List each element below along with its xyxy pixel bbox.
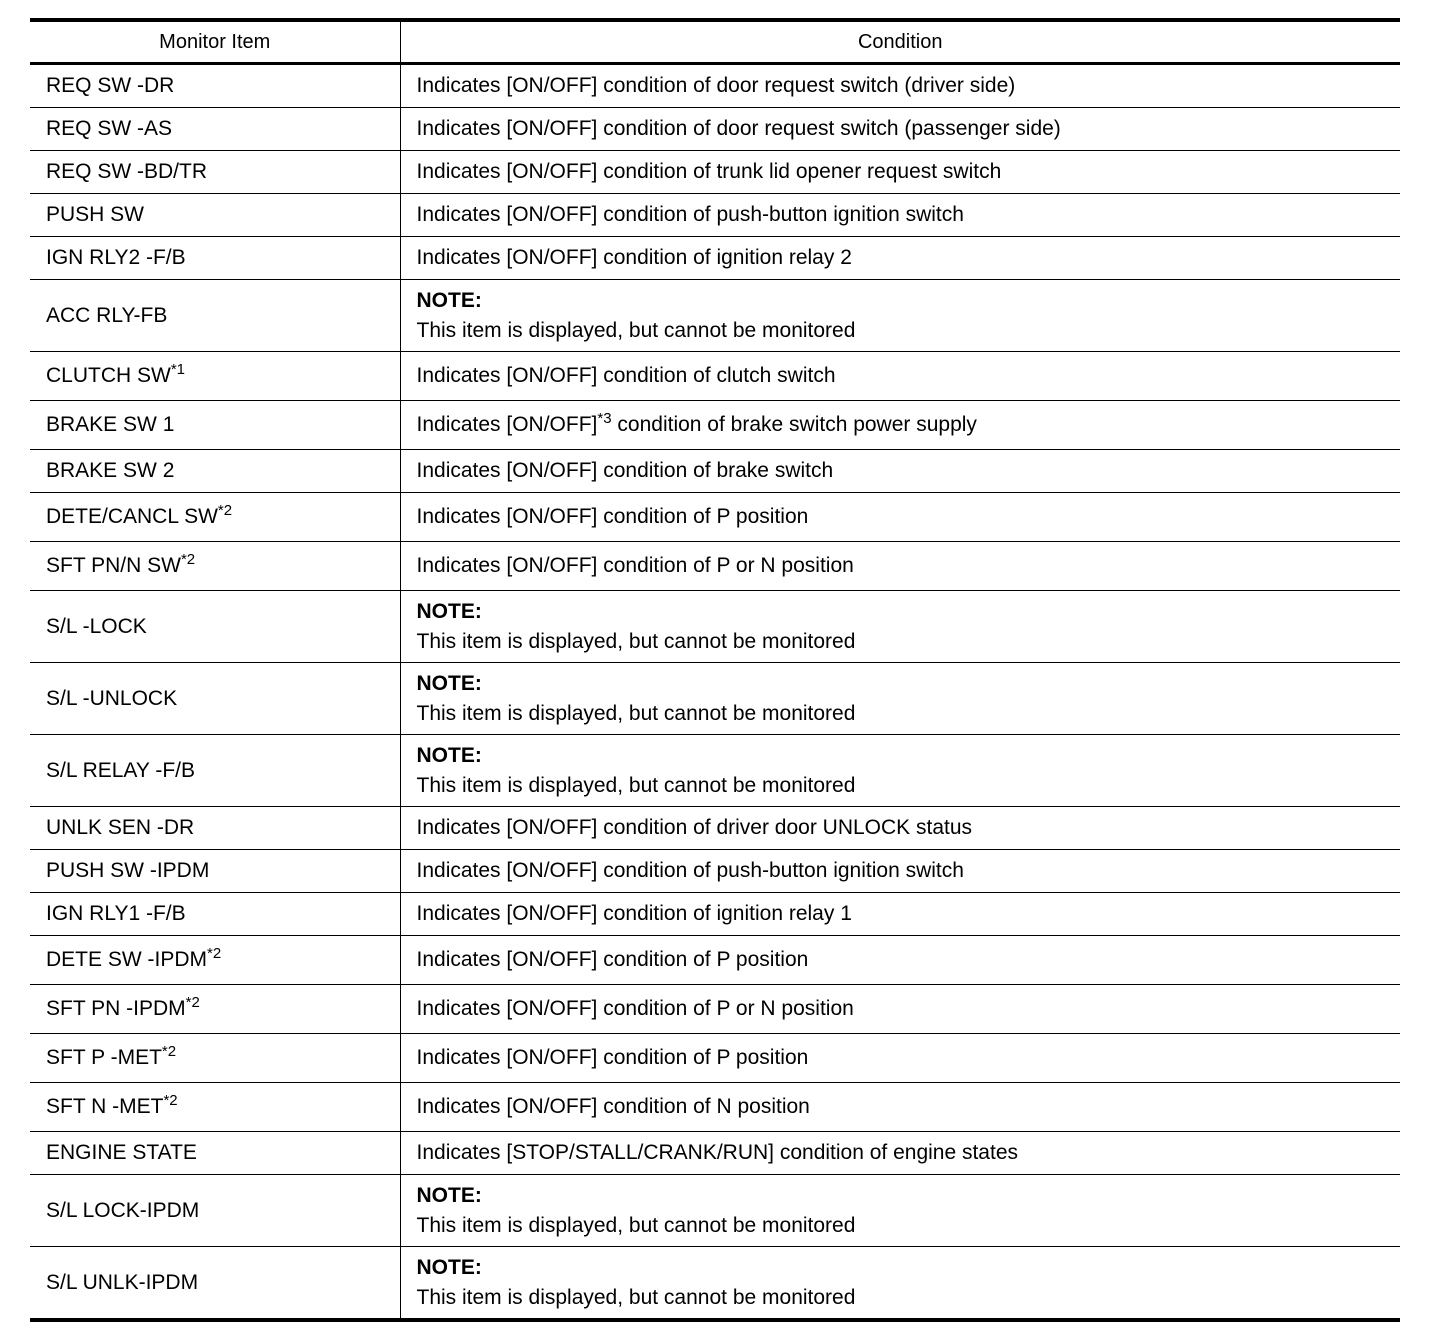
condition-cell: [400, 893, 1400, 936]
monitor-item-label: DETE/CANCL SW: [46, 505, 218, 528]
condition-cell: [400, 151, 1400, 194]
condition-text: Indicates [ON/OFF] condition of P position: [416, 1046, 809, 1069]
footnote-marker: *3: [597, 410, 612, 427]
condition-cell: [400, 493, 1400, 542]
monitor-item-cell: [30, 663, 400, 735]
condition-cell: [400, 1175, 1400, 1247]
monitor-item-label: SFT PN/N SW: [46, 554, 181, 577]
condition-text: Indicates [ON/OFF] condition of driver door UNLOCK status: [416, 816, 973, 839]
footnote-marker: *1: [170, 361, 186, 378]
condition-cell: [400, 735, 1400, 807]
monitor-item-label: SFT N -MET: [46, 1095, 164, 1118]
condition-text: Indicates [ON/OFF] condition of push-button ignition switch: [416, 859, 964, 882]
note-text: This item is displayed, but cannot be monitored: [416, 629, 856, 653]
condition-text: Indicates [ON/OFF] condition of P position: [416, 948, 809, 971]
condition-cell: [400, 807, 1400, 850]
condition-text: Indicates [ON/OFF] condition of ignition relay 1: [416, 902, 852, 925]
table-row: [30, 663, 1400, 735]
monitor-item-cell: [30, 542, 400, 591]
monitor-item-cell: [30, 1034, 400, 1083]
table-row: [30, 735, 1400, 807]
note-text: This item is displayed, but cannot be monitored: [416, 1285, 856, 1309]
condition-cell: [400, 108, 1400, 151]
note-text: This item is displayed, but cannot be monitored: [416, 773, 856, 797]
table-row: [30, 893, 1400, 936]
condition-cell: [400, 401, 1400, 450]
table-row: [30, 850, 1400, 893]
condition-cell: [400, 936, 1400, 985]
condition-cell: [400, 237, 1400, 280]
condition-text: Indicates [ON/OFF] condition of P position: [416, 505, 809, 528]
note-label: NOTE:: [416, 1255, 482, 1279]
condition-text: Indicates [ON/OFF]: [416, 413, 598, 436]
monitor-item-label: S/L UNLK-IPDM: [46, 1270, 199, 1294]
monitor-item-label: S/L RELAY -F/B: [46, 758, 195, 782]
note-label: NOTE:: [416, 288, 482, 312]
monitor-item-cell: [30, 1247, 400, 1321]
monitor-item-label: REQ SW -AS: [46, 117, 173, 140]
table-row: [30, 64, 1400, 108]
condition-text: Indicates [STOP/STALL/CRANK/RUN] condition of engine states: [416, 1141, 1019, 1164]
condition-cell: [400, 194, 1400, 237]
table-row: [30, 591, 1400, 663]
condition-cell: [400, 1083, 1400, 1132]
monitor-item-label: SFT PN -IPDM: [46, 997, 186, 1020]
footnote-marker: *2: [185, 994, 200, 1011]
note-label: NOTE:: [416, 599, 482, 623]
monitor-item-cell: [30, 108, 400, 151]
condition-text: Indicates [ON/OFF] condition of trunk lid opener request switch: [416, 160, 1002, 183]
table-row: [30, 151, 1400, 194]
condition-cell: [400, 985, 1400, 1034]
monitor-item-cell: [30, 936, 400, 985]
table-header-row: [30, 20, 1400, 64]
table-row: [30, 237, 1400, 280]
monitor-item-cell: [30, 280, 400, 352]
table-row: [30, 1132, 1400, 1175]
table-row: [30, 450, 1400, 493]
table-row: [30, 985, 1400, 1034]
condition-cell: [400, 542, 1400, 591]
monitor-item-cell: [30, 1175, 400, 1247]
monitor-item-label: PUSH SW: [46, 203, 145, 226]
table-row: [30, 1175, 1400, 1247]
monitor-item-cell: [30, 735, 400, 807]
note-text: This item is displayed, but cannot be monitored: [416, 1213, 856, 1237]
monitor-item-table: [30, 18, 1400, 1322]
table-row: [30, 493, 1400, 542]
table-row: [30, 108, 1400, 151]
table-row: [30, 401, 1400, 450]
monitor-item-cell: [30, 64, 400, 108]
monitor-item-label: REQ SW -BD/TR: [46, 160, 207, 183]
footnote-marker: *2: [180, 551, 196, 568]
monitor-item-cell: [30, 352, 400, 401]
table-row: [30, 1034, 1400, 1083]
monitor-item-label: IGN RLY1 -F/B: [46, 902, 186, 925]
table-row: [30, 936, 1400, 985]
monitor-item-cell: [30, 194, 400, 237]
condition-cell: [400, 450, 1400, 493]
footnote-marker: *2: [217, 502, 233, 519]
condition-cell: [400, 1132, 1400, 1175]
monitor-item-label: IGN RLY2 -F/B: [46, 246, 186, 269]
table-row: [30, 352, 1400, 401]
footnote-marker: *2: [163, 1092, 178, 1109]
monitor-item-cell: [30, 807, 400, 850]
table-row: [30, 1247, 1400, 1321]
monitor-item-label: ACC RLY-FB: [46, 303, 168, 327]
monitor-item-label: UNLK SEN -DR: [46, 816, 195, 839]
footnote-marker: *2: [207, 945, 222, 962]
monitor-item-cell: [30, 591, 400, 663]
monitor-item-label: PUSH SW -IPDM: [46, 859, 210, 882]
note-label: NOTE:: [416, 671, 482, 695]
monitor-item-cell: [30, 151, 400, 194]
note-text: This item is displayed, but cannot be monitored: [416, 701, 856, 725]
monitor-item-cell: [30, 1083, 400, 1132]
monitor-item-cell: [30, 237, 400, 280]
note-label: NOTE:: [416, 1183, 482, 1207]
table-row: [30, 542, 1400, 591]
condition-text: Indicates [ON/OFF] condition of door request switch (passenger side): [416, 117, 1061, 140]
note-label: NOTE:: [416, 743, 482, 767]
table-row: [30, 807, 1400, 850]
condition-text: Indicates [ON/OFF] condition of ignition relay 2: [416, 246, 852, 269]
monitor-item-cell: [30, 401, 400, 450]
table-row: [30, 280, 1400, 352]
header-monitor-item: Monitor Item: [30, 20, 400, 64]
header-condition: Condition: [400, 20, 1400, 64]
condition-cell: [400, 1034, 1400, 1083]
note-text: This item is displayed, but cannot be monitored: [416, 318, 856, 342]
monitor-item-cell: [30, 1132, 400, 1175]
condition-cell: [400, 1247, 1400, 1321]
monitor-item-cell: [30, 985, 400, 1034]
monitor-item-label: ENGINE STATE: [46, 1141, 197, 1164]
condition-text: Indicates [ON/OFF] condition of P or N position: [416, 997, 854, 1020]
condition-cell: [400, 663, 1400, 735]
condition-cell: [400, 591, 1400, 663]
condition-text: Indicates [ON/OFF] condition of brake switch: [416, 459, 834, 482]
table-row: [30, 194, 1400, 237]
monitor-item-cell: [30, 493, 400, 542]
monitor-item-cell: [30, 450, 400, 493]
condition-text: Indicates [ON/OFF] condition of N position: [416, 1095, 810, 1118]
condition-cell: [400, 64, 1400, 108]
condition-text: Indicates [ON/OFF] condition of push-button ignition switch: [416, 203, 964, 226]
monitor-item-cell: [30, 893, 400, 936]
monitor-item-label: S/L -LOCK: [46, 614, 147, 638]
condition-cell: [400, 280, 1400, 352]
monitor-item-label: BRAKE SW 1: [46, 413, 175, 436]
monitor-item-label: BRAKE SW 2: [46, 459, 175, 482]
monitor-item-label: REQ SW -DR: [46, 74, 175, 97]
monitor-item-label: SFT P -MET: [46, 1046, 162, 1069]
condition-text: Indicates [ON/OFF] condition of door request switch (driver side): [416, 74, 1016, 97]
table-row: [30, 1083, 1400, 1132]
monitor-item-label: DETE SW -IPDM: [46, 948, 207, 971]
monitor-item-cell: [30, 850, 400, 893]
condition-cell: [400, 352, 1400, 401]
condition-cell: [400, 850, 1400, 893]
condition-text-continued: condition of brake switch power supply: [611, 413, 977, 436]
monitor-item-label: S/L -UNLOCK: [46, 686, 178, 710]
footnote-marker: *2: [161, 1043, 177, 1060]
condition-text: Indicates [ON/OFF] condition of clutch switch: [416, 364, 836, 387]
monitor-item-label: S/L LOCK-IPDM: [46, 1198, 200, 1222]
condition-text: Indicates [ON/OFF] condition of P or N position: [416, 554, 854, 577]
monitor-item-label: CLUTCH SW: [46, 364, 171, 387]
